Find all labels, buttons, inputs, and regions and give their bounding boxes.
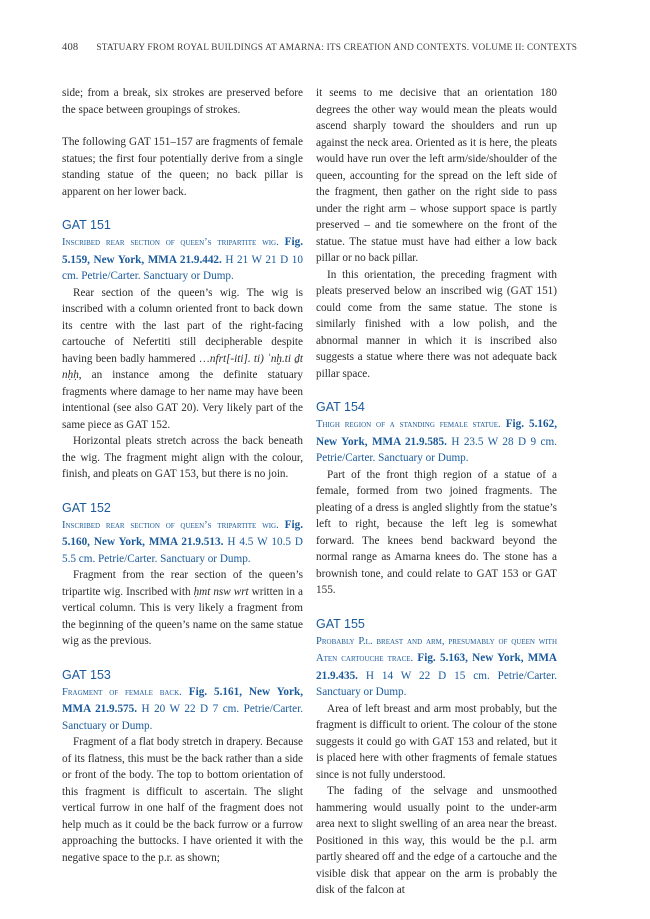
entry-heading-gat155: GAT 155 [316,616,365,631]
paragraph: Rear section of the queen’s wig. The wig is inscribed with a column oriented front to back down its centre with the last part of the right-facing cartouche of Nefertiti still decipherable despite having been badly hammered …nfrt[-iti]. ti) ʿnḫ.ti ḏt nḥḥ, an instance among the definite statuary fragments where damage to her name may have been intentional (see also GAT 20). Very likely part of the same piece as GAT 152. [62,286,303,431]
entry-heading-gat153: GAT 153 [62,667,111,682]
entry-caption [62,234,303,285]
caption-title: Inscribed rear section of queen’s tripartite wig. [62,519,279,531]
caption-title: Thigh region of a standing female statue. [316,419,501,430]
page-number: 408 [62,42,79,53]
right-column [316,85,557,899]
paragraph: side; from a break, six strokes are preserved before the space between groupings of strokes. [62,87,303,116]
entry-caption [62,684,303,735]
entry-caption [62,517,303,568]
dimensions: H 21 W 21 D 10 cm. Petrie/Carter. Sanctuary or Dump. [62,253,303,282]
running-header [62,42,602,56]
caption-title: Probably P.l. breast and arm, presumably of queen with Aten cartouche trace. [316,635,557,664]
figure-reference: Fig. 5.159, New York, MMA 21.9.442. [62,236,304,266]
figure-reference: Fig. 5.162, New York, MMA 21.9.585. [316,418,557,448]
left-column [62,85,303,866]
paragraph: Area of left breast and arm most probably, but the fragment is difficult to orient. The colour of the stone suggests it could go with GAT 153 and related, but it is placed here with other fragments of female statues since is not fully understood. [316,702,557,781]
entry-caption [316,416,557,467]
figure-reference: Fig. 5.161, New York, MMA 21.9.575. [62,685,304,715]
caption-title: Inscribed rear section of queen’s tripartite wig. [62,237,279,248]
figure-reference: Fig. 5.160, New York, MMA 21.9.513. [62,518,304,548]
dimensions: H 23.5 W 28 D 9 cm. Petrie/Carter. Sanctuary or Dump. [316,435,557,464]
transliteration: ḥmt nsw wrt [193,585,249,598]
dimensions: H 4.5 W 10.5 D 5.5 cm. Petrie/Carter. Sanctuary or Dump. [62,536,303,565]
running-title: STATUARY FROM ROYAL BUILDINGS AT AMARNA: ITS CREATION AND CONTEXTS. VOLUME II: CONTEXTS [96,43,578,53]
dimensions: H 20 W 22 D 7 cm. Petrie/Carter. Sanctuary or Dump. [62,703,303,732]
entry-heading-gat152: GAT 152 [62,500,111,515]
paragraph: Horizontal pleats stretch across the back beneath the wig. The fragment might align with the colour, finish, and pleats on GAT 153, but there is no join. [62,435,303,480]
entry-heading-gat151: GAT 151 [62,218,111,232]
paragraph: it seems to me decisive that an orientation 180 degrees the other way would mean the pleats would ascend sharply toward the shoulders and run up against the neck area. Oriented as it is here, the pleats would have run over the left arm/side/shoulder of the queen, accounting for the spread on the left side of the fragment, then gather on the right side to pass under the right arm – whose support space is partly preserved – and tie somewhere on the front of the statue. The statue must have had either a low back pillar or no back pillar. [316,87,557,264]
paragraph: In this orientation, the preceding fragment with pleats preserved below an inscribed wig (GAT 151) could come from the same statue. The stone is similarly finished with a low polish, and the abnormal manner in which it is inscribed also suggests a statue where there was not adequate back pillar space. [316,268,557,380]
paragraph: The fading of the selvage and unsmoothed hammering would usually point to the under-arm area next to slight swelling of an area near the breast. Positioned in this way, this would be the p.l. arm partly sheared off and the edge of a cartouche and the visible disk that appear on the arm is probably the disk of the falcon at [316,785,557,896]
caption-title: Fragment of female back. [62,686,182,698]
dimensions: H 14 W 22 D 15 cm. Petrie/Carter. Sanctuary or Dump. [316,669,557,698]
entry-caption [316,633,557,701]
paragraph: Part of the front thigh region of a statue of a female, formed from two joined fragments. The pleating of a dress is angled slightly from the statue’s left to right, because the left leg is somewhat forward. The knees bend backward beyond the normal range as Amarna knees do. The stone has a brownish tone, and could relate to GAT 153 or GAT 155. [316,468,557,596]
paragraph: The following GAT 151–157 are fragments of female statues; the first four potentially derive from a single standing statue of the queen; no back pillar is apparent on her lower back. [62,136,303,198]
entry-heading-gat154: GAT 154 [316,400,365,414]
figure-reference: Fig. 5.163, New York, MMA 21.9.435. [316,652,557,682]
paragraph: Fragment of a flat body stretch in drapery. Because of its flatness, this must be the back rather than a side or front of the body. The top to bottom orientation of this fragment is difficult to ascertain. The slight vertical furrow in one half of the fragment does not help much as it could be the back furrow or a furrow approaching the buttocks. I have oriented it with the negative space to the p.r. as shown; [62,736,303,864]
paragraph: Fragment from the rear section of the queen’s tripartite wig. Inscribed with ḥmt nsw wrt written in a vertical column. This is very likely a fragment from the beginning of the queen’s name on the same statue wig as the previous. [62,569,303,647]
transliteration: nfrt[-iti]. ti) ʿnḫ.ti ḏt nḥḥ [62,352,303,381]
